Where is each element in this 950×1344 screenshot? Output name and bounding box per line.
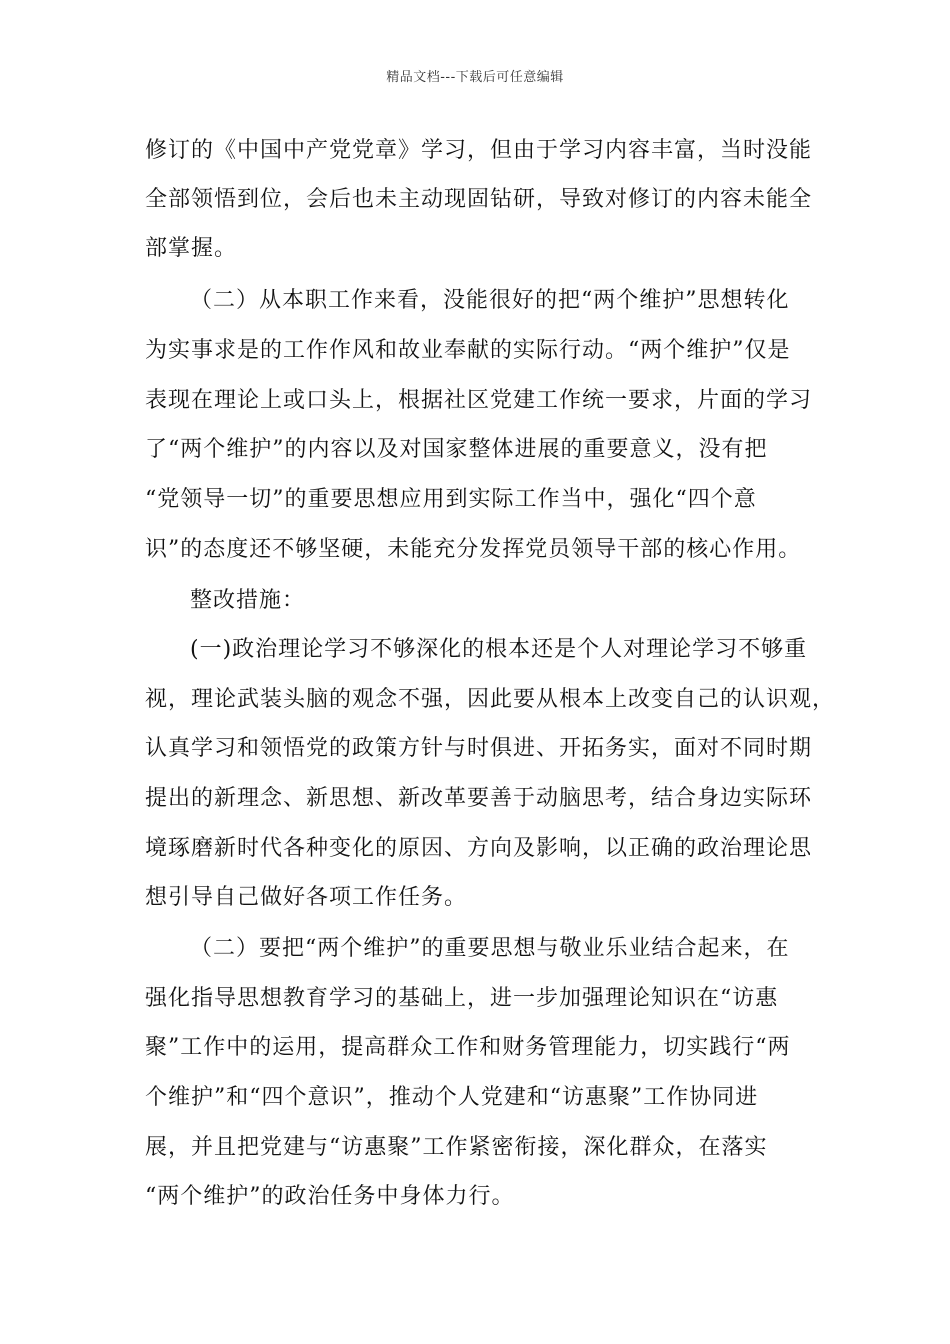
text-line: 为实事求是的工作作风和故业奉献的实际行动。“两个维护”仅是 — [145, 338, 791, 363]
text-line: 提出的新理念、新思想、新改革要善于动脑思考，结合身边实际环 — [145, 786, 813, 811]
text-line: （二）要把“两个维护”的重要思想与敬业乐业结合起来，在 — [190, 936, 790, 961]
text-line: 认真学习和领悟党的政策方针与时俱进、开拓务实，面对不同时期 — [145, 736, 813, 761]
text-line: （二）从本职工作来看，没能很好的把“两个维护”思想转化 — [190, 288, 790, 313]
text-line: 个维护”和“四个意识”，推动个人党建和“访惠聚”工作协同进 — [145, 1085, 759, 1110]
text-line: 展，并且把党建与“访惠聚”工作紧密衔接，深化群众，在落实 — [145, 1135, 768, 1160]
text-line: 境琢磨新时代各种变化的原因、方向及影响，以正确的政治理论思 — [145, 836, 813, 861]
text-line: 视，理论武装头脑的观念不强，因此要从根本上改变自己的认识观， — [145, 687, 836, 712]
section-heading: 整改措施： — [190, 588, 306, 613]
text-line: “党领导一切”的重要思想应用到实际工作当中，强化“四个意 — [145, 487, 757, 512]
page-header: 精品文档---下载后可任意编辑 — [386, 70, 564, 85]
text-line: 部掌握。 — [145, 236, 238, 261]
text-line: 表现在理论上或口头上，根据社区党建工作统一要求，片面的学习 — [145, 388, 813, 413]
text-line: 识”的态度还不够坚硬，未能充分发挥党员领导干部的核心作用。 — [145, 537, 802, 562]
text-line: 聚”工作中的运用，提高群众工作和财务管理能力，切实践行“两 — [145, 1035, 791, 1060]
text-line: 想引导自己做好各项工作任务。 — [145, 885, 468, 910]
text-line: (一)政治理论学习不够深化的根本还是个人对理论学习不够重 — [190, 637, 808, 662]
text-line: 强化指导思想教育学习的基础上，进一步加强理论知识在“访惠 — [145, 986, 779, 1011]
text-line: 修订的《中国中产党党章》学习，但由于学习内容丰富，当时没能 — [145, 138, 813, 163]
text-line: 全部领悟到位，会后也未主动现固钻研，导致对修订的内容未能全 — [145, 187, 813, 212]
text-line: “两个维护”的政治任务中身体力行。 — [145, 1184, 515, 1209]
text-line: 了“两个维护”的内容以及对国家整体进展的重要意义，没有把 — [145, 437, 768, 462]
